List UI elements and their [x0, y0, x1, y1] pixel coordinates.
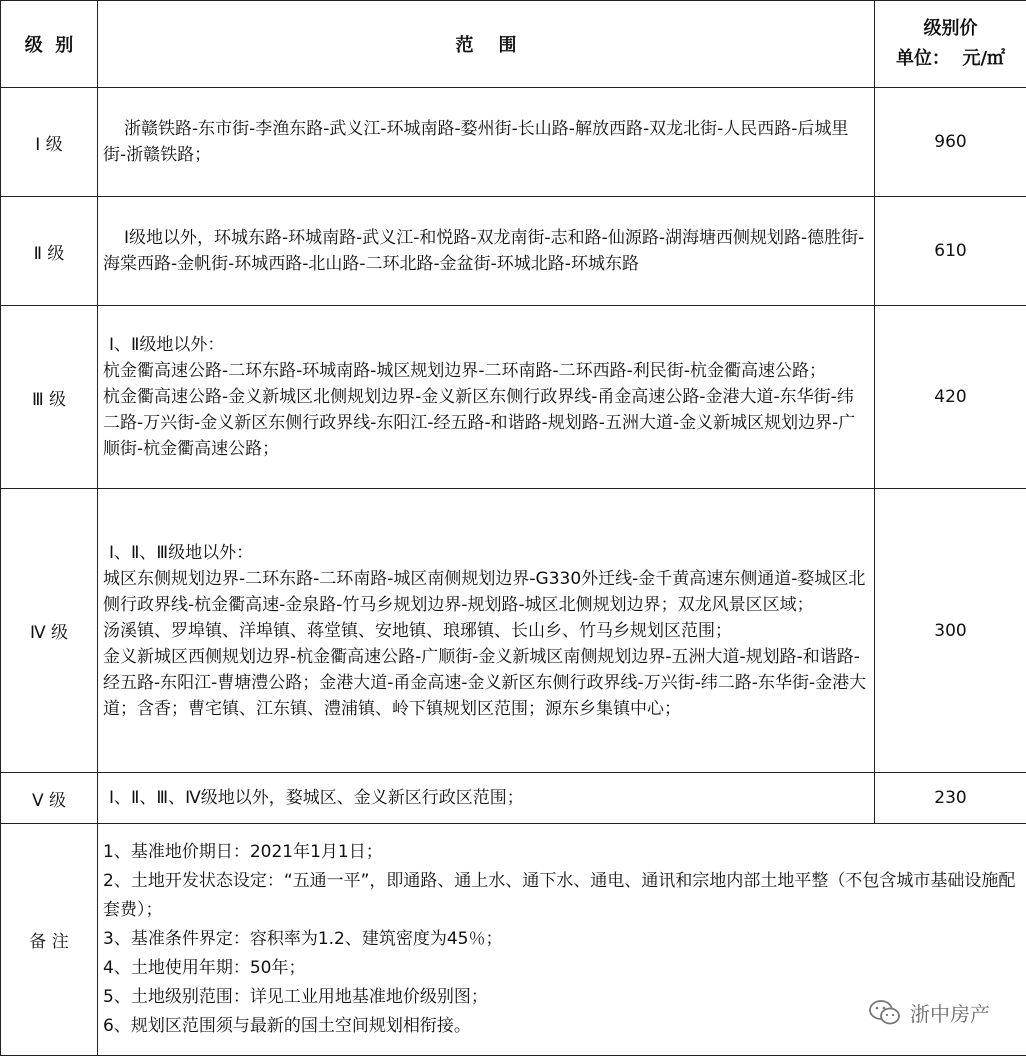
- watermark: [868, 998, 990, 1027]
- range-line: Ⅰ、Ⅱ级地以外：: [103, 332, 870, 358]
- table-row: [1, 88, 1026, 197]
- table-row: [1, 489, 1026, 773]
- range-line: Ⅰ、Ⅱ、Ⅲ、Ⅳ级地以外，婺城区、金义新区行政区范围；: [103, 785, 870, 811]
- level-cell: Ⅴ 级: [1, 773, 98, 824]
- note-item: 5、土地级别范围：详见工业用地基准地价级别图；: [103, 983, 1024, 1012]
- range-cell: [98, 773, 875, 824]
- header-price-unit: 单位： 元/㎡: [875, 44, 1026, 74]
- range-line: 浙赣铁路-东市街-李渔东路-武义江-环城南路-婺州街-长山路-解放西路-双龙北街-人民西路-后城里街-浙赣铁路；: [103, 116, 870, 168]
- level-cell: Ⅱ 级: [1, 197, 98, 306]
- price-cell: 300: [875, 489, 1026, 773]
- price-cell: 960: [875, 88, 1026, 197]
- range-line: 杭金衢高速公路-二环东路-环城南路-城区规划边界-二环南路-二环西路-利民街-杭金衢高速公路；: [103, 358, 870, 384]
- range-cell: [98, 197, 875, 306]
- table-row: [1, 306, 1026, 489]
- header-price-title: 级别价: [875, 14, 1026, 44]
- range-line: 城区东侧规划边界-二环东路-二环南路-城区南侧规划边界-G330外迁线-金千黄高速东侧通道-婺城区北侧行政界线-杭金衢高速-金泉路-竹马乡规划边界-规划路-城区北侧规划边界；双龙风景区区域；: [103, 566, 870, 618]
- range-line: 汤溪镇、罗埠镇、洋埠镇、蒋堂镇、安地镇、琅琊镇、长山乡、竹马乡规划区范围；: [103, 618, 870, 644]
- notes-label: 备 注: [1, 824, 98, 1056]
- price-cell: 230: [875, 773, 1026, 824]
- level-cell: Ⅲ 级: [1, 306, 98, 489]
- wechat-icon: [868, 999, 902, 1027]
- range-line: 杭金衢高速公路-金义新城区北侧规划边界-金义新区东侧行政界线-甬金高速公路-金港大道-东华街-纬二路-万兴街-金义新区东侧行政界线-东阳江-经五路-和谐路-规划路-五洲大道-金义新城区规划边界-广顺街-杭金衢高速公路；: [103, 384, 870, 462]
- range-cell: [98, 489, 875, 773]
- range-cell: [98, 306, 875, 489]
- note-item: 1、基准地价期日：2021年1月1日；: [103, 838, 1024, 867]
- watermark-text: 浙中房产: [910, 998, 990, 1027]
- header-level: 级 别: [1, 1, 98, 88]
- note-item: 6、规划区范围须与最新的国土空间规划相衔接。: [103, 1012, 1024, 1041]
- price-cell: 610: [875, 197, 1026, 306]
- note-item: 3、基准条件界定：容积率为1.2、建筑密度为45％；: [103, 925, 1024, 954]
- header-price: [875, 1, 1026, 88]
- header-row: [1, 1, 1026, 88]
- note-item: 2、土地开发状态设定：“五通一平”，即通路、通上水、通下水、通电、通讯和宗地内部土地平整（不包含城市基础设施配套费）；: [103, 867, 1024, 925]
- range-line: Ⅰ级地以外，环城东路-环城南路-武义江-和悦路-双龙南街-志和路-仙源路-湖海塘西侧规划路-德胜街-海棠西路-金帆街-环城西路-北山路-二环北路-金盆街-环城北路-环城东路: [103, 225, 870, 277]
- price-cell: 420: [875, 306, 1026, 489]
- table-row: [1, 197, 1026, 306]
- range-line: Ⅰ、Ⅱ、Ⅲ级地以外：: [103, 540, 870, 566]
- range-cell: [98, 88, 875, 197]
- note-item: 4、土地使用年期：50年；: [103, 954, 1024, 983]
- table-row: [1, 773, 1026, 824]
- level-cell: Ⅳ 级: [1, 489, 98, 773]
- header-range: 范 围: [98, 1, 875, 88]
- level-cell: Ⅰ 级: [1, 88, 98, 197]
- range-line: 金义新城区西侧规划边界-杭金衢高速公路-广顺街-金义新城区南侧规划边界-五洲大道-规划路-和谐路-经五路-东阳江-曹塘澧公路；金港大道-甬金高速-金义新区东侧行政界线-万兴街-纬二路-东华街-金港大道；含香；曹宅镇、江东镇、澧浦镇、岭下镇规划区范围；源东乡集镇中心；: [103, 644, 870, 722]
